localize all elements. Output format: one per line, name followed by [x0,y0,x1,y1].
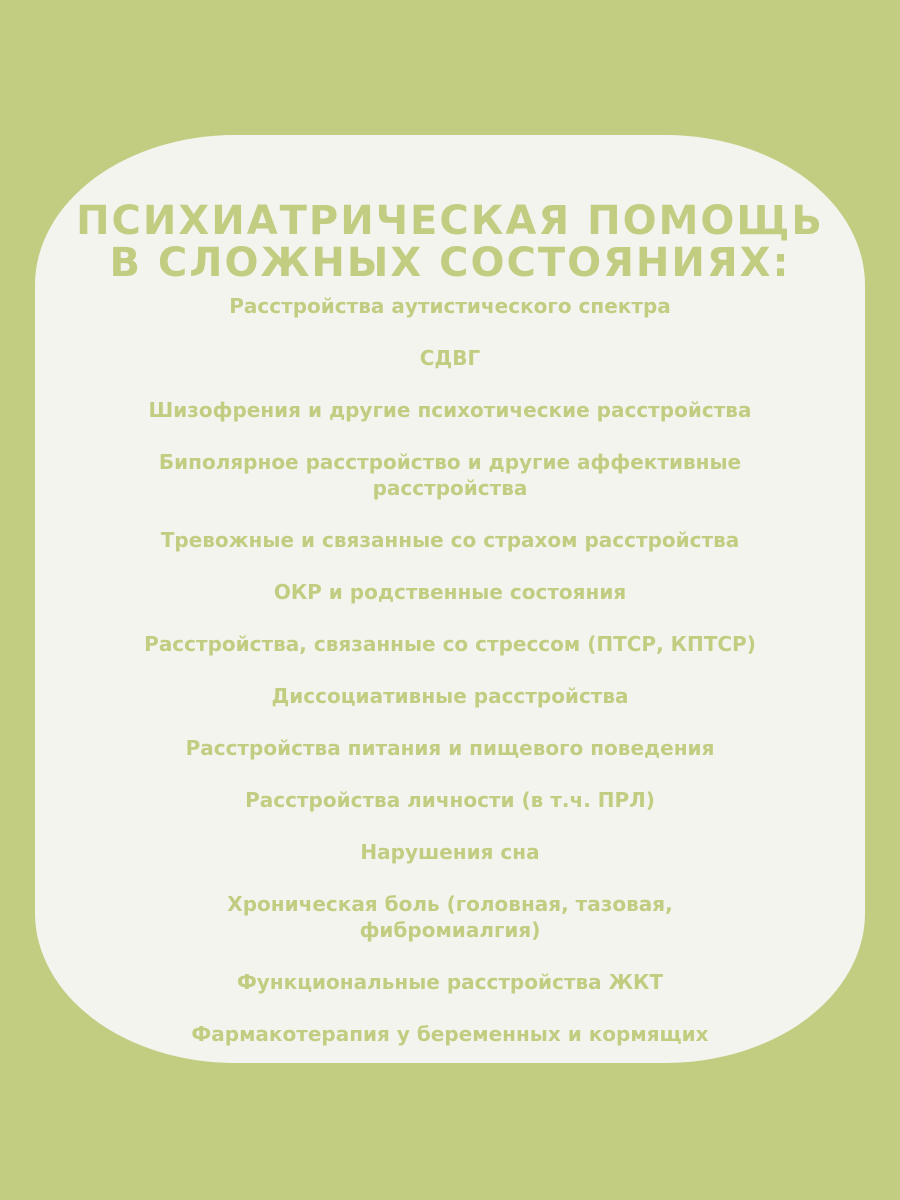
list-item: Биполярное расстройство и другие аффективные расстройства [158,450,742,500]
page-title-line-1: ПСИХИАТРИЧЕСКАЯ ПОМОЩЬ [76,198,824,244]
page-title-line-2: В СЛОЖНЫХ СОСТОЯНИЯХ: [109,240,791,286]
list-item: Расстройства аутистического спектра [229,294,671,318]
list-item: Шизофрения и другие психотические расстройства [148,398,752,422]
list-item: ОКР и родственные состояния [273,580,627,604]
list-item: Диссоциативные расстройства [271,684,629,708]
list-item: Хроническая боль (головная, тазовая, фибромиалгия) [227,892,673,942]
list-item: Функциональные расстройства ЖКТ [236,970,664,994]
list-item: Расстройства личности (в т.ч. ПРЛ) [245,788,655,812]
list-item: Расстройства питания и пищевого поведения [185,736,715,760]
list-item: Расстройства, связанные со стрессом (ПТСР, КПТСР) [144,632,756,656]
list-item: Нарушения сна [360,840,540,864]
page-title [35,200,865,284]
content-card [35,135,865,1063]
conditions-list [35,293,865,1073]
list-item: Фармакотерапия у беременных и кормящих [191,1022,709,1046]
list-item: СДВГ [419,346,481,370]
list-item: Тревожные и связанные со страхом расстройства [160,528,740,552]
